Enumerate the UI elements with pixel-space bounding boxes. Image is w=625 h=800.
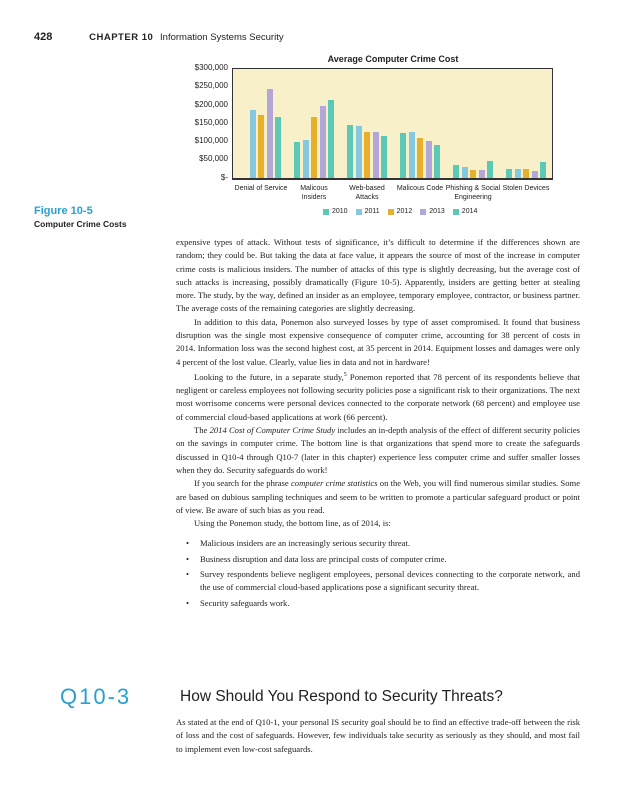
legend-label: 2011	[364, 208, 380, 215]
paragraph: Using the Ponemon study, the bottom line, as of 2014, is:	[194, 518, 391, 529]
x-tick-label: Phishing & Social Engineering	[445, 185, 501, 201]
bar	[294, 142, 300, 179]
paragraph: expensive types of attack. Without tests of significance, it’s difficult to determine if the differences shown are random; they could be. But taking the data at face value, it appears the source of most of the increase in computer crime costs is malicious insiders. The number of attacks of this type is slightly decreasing, but the average cost of such attacks is increasing, possibly dramatically (Figure 10-5). Apparently, insiders are getting better at stealing more. The study, by the way, defined an insider as an employee, temporary employee, contractor, or business partner. The average costs of the remaining categories are slightly decreasing.	[176, 237, 580, 314]
bar-group	[292, 69, 337, 178]
figure-caption	[34, 205, 127, 229]
figure-title: Computer Crime Costs	[34, 219, 127, 229]
text-span: includes an in-depth analysis of the effect of different security policies on the savings in computer crime. The bottom line is that organizations that spend more to create the safeguards discussed in Q10-4 through Q10-7 (later in this chapter) experience less computer crime and suffer smaller losses when they do. Security safeguards do work!	[176, 425, 580, 475]
footnote-ref: 5	[343, 371, 347, 378]
search-phrase: computer crime statistics	[290, 478, 378, 489]
legend-label: 2012	[396, 208, 413, 215]
legend-label: 2010	[332, 208, 348, 215]
legend-swatch-icon	[453, 209, 459, 215]
bar	[417, 138, 423, 178]
bar	[434, 145, 440, 178]
study-title: 2014 Cost of Computer Crime Study	[209, 425, 336, 436]
bar	[381, 136, 387, 178]
bullet-list	[176, 537, 580, 609]
y-tick-label: $150,000	[194, 117, 228, 127]
x-tick-label: Web-based Attacks	[349, 185, 385, 201]
chapter-label: CHAPTER 10	[89, 32, 154, 43]
bar	[347, 125, 353, 178]
plot-area	[232, 68, 553, 180]
bar	[328, 100, 334, 178]
legend-item	[356, 208, 380, 215]
list-item: • Security safeguards work.	[200, 597, 580, 610]
paragraph	[176, 424, 580, 477]
legend-label: 2014	[461, 208, 478, 215]
y-tick-label: $250,000	[194, 81, 228, 91]
page-number: 428	[34, 31, 53, 43]
bar	[275, 117, 281, 178]
legend-label: 2013	[429, 208, 445, 215]
paragraph: In addition to this data, Ponemon also surveyed losses by type of asset compromised. It found that business disruption was the single most expensive consequence of computer crime, accounting for 38 percent of costs in 2014. Information loss was the second highest cost, at 35 percent in 2014. Equipment losses and damages were only 4 percent of the lost value. Clearly, value lies in data and not in hardware!	[176, 316, 580, 367]
bar	[267, 89, 273, 178]
x-tick-label: Malicous Insiders	[300, 185, 328, 201]
bar	[258, 115, 264, 178]
body-text	[176, 236, 580, 612]
text-span: Ponemon reported that 78 percent of its respondents believe that negligent or careless employees not following security policies pose a significant risk to their organizations. The next most worrisome concerns were personal devices connected to the corporate network (68 percent) and employee use of commercial cloud-based applications at work (66 percent).	[176, 371, 581, 422]
bar	[373, 132, 379, 178]
text-span: on the Web, you will find numerous similar studies. Some are based on dubious sampling techniques and seem to be written to promote a particular safeguard product or point of view. Be aware of such bias as you read.	[176, 478, 581, 515]
bar	[470, 170, 476, 178]
chapter-title: Information Systems Security	[160, 32, 284, 43]
paragraph	[176, 369, 580, 424]
y-tick-label: $200,000	[194, 99, 228, 109]
figure-number: Figure 10-5	[34, 205, 93, 217]
paragraph	[176, 477, 580, 517]
y-tick-label: $300,000	[194, 63, 228, 72]
legend-item	[323, 208, 348, 215]
chart-title: Average Computer Crime Cost	[327, 54, 459, 64]
legend-item	[453, 208, 478, 215]
section-paragraph: As stated at the end of Q10-1, your personal IS security goal should be to find an effective trade-off between the risk of loss and the cost of safeguards. However, few individuals take security as seriously as they should, and most fail to implement even low-cost safeguards.	[176, 717, 580, 754]
bar-group	[504, 69, 549, 178]
y-tick-label: $100,000	[194, 136, 228, 145]
list-item: • Business disruption and data loss are principal costs of computer crime.	[200, 553, 580, 566]
y-tick-label: $50,000	[199, 154, 228, 164]
x-tick-label: Denial of Service	[234, 185, 288, 192]
bar	[250, 110, 256, 178]
x-tick-label: Stolen Devices	[502, 185, 550, 192]
text-span: If you search for the phrase	[194, 478, 291, 489]
bar	[320, 106, 326, 178]
bar	[409, 132, 415, 178]
text-span: The	[194, 425, 210, 436]
y-tick-label: $-	[220, 172, 228, 182]
list-item: • Survey respondents believe negligent employees, personal devices connecting to the corporate network, and the use of commercial cloud-based applications pose a significant security threat.	[200, 568, 580, 595]
legend-item	[420, 208, 445, 215]
legend-swatch-icon	[323, 209, 329, 215]
bar	[532, 171, 538, 178]
chart-legend	[323, 208, 477, 215]
legend-swatch-icon	[356, 209, 362, 215]
bar	[303, 140, 309, 178]
bar	[506, 169, 512, 178]
bar-group	[398, 69, 443, 178]
bar-group	[345, 69, 390, 178]
bar	[311, 117, 317, 178]
section-number: Q10-3	[60, 684, 132, 709]
bar	[356, 126, 362, 178]
section-heading	[60, 684, 503, 710]
bar-group	[451, 69, 496, 178]
bar	[453, 165, 459, 178]
x-tick-label: Malicous Code	[396, 185, 444, 192]
bar	[400, 133, 406, 178]
bar	[479, 170, 485, 178]
bar	[364, 132, 370, 178]
bar	[515, 169, 521, 178]
bar-group	[239, 69, 284, 178]
bar-chart	[175, 52, 575, 222]
legend-item	[388, 208, 413, 215]
bar	[462, 167, 468, 178]
legend-swatch-icon	[420, 209, 426, 215]
section-title: How Should You Respond to Security Threats?	[180, 688, 503, 705]
list-item: • Malicious insiders are an increasingly serious security threat.	[200, 537, 580, 550]
bar	[487, 161, 493, 178]
bar	[426, 141, 432, 178]
bar	[523, 169, 529, 178]
bar	[540, 162, 546, 178]
text-span: Looking to the future, in a separate study,	[194, 371, 344, 382]
running-head	[34, 31, 284, 43]
legend-swatch-icon	[388, 209, 394, 215]
